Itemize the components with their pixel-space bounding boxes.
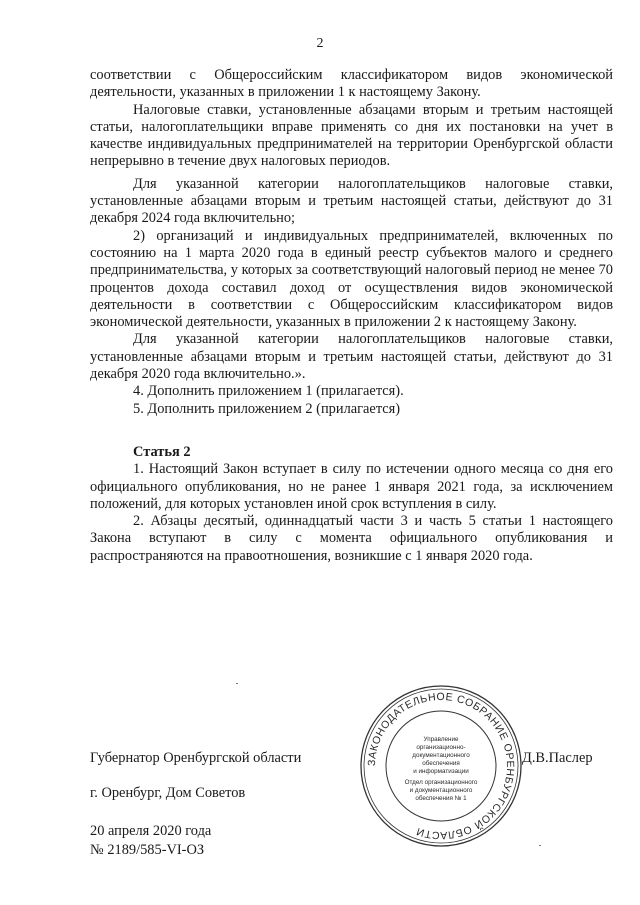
scan-speck — [236, 683, 238, 684]
seal-line: Отдел организационного — [404, 779, 478, 786]
seal-line: обеспечения № 1 — [415, 795, 467, 802]
paragraph: 2. Абзацы десятый, одиннадцатый части 3 и часть 5 статьи 1 настоящего Закона вступают в силу с момента официального опубликования и распространяются на правоотношения, возникшие с 1 января 2020 года. — [90, 513, 613, 564]
paragraph: Для указанной категории налогоплательщиков налоговые ставки, установленные абзацами вторым и третьим настоящей статьи, действуют до 31 декабря 2024 года включительно; — [90, 175, 613, 227]
scan-speck — [539, 845, 541, 846]
official-seal — [358, 683, 524, 849]
seal-line: и информатизации — [413, 768, 469, 775]
seal-ring-text: ЗАКОНОДАТЕЛЬНОЕ СОБРАНИЕ ОРЕНБУРГСКОЙ ОБЛАСТИ — [365, 690, 517, 842]
signing-place: г. Оренбург, Дом Советов — [90, 785, 246, 801]
paragraph: 2) организаций и индивидуальных предпринимателей, включенных по состоянию на 1 марта 2020 года в единый реестр субъектов малого и среднего предпринимательства, у которых за соответствующий налоговый период не менее 70 процентов дохода составил доход от осуществления видов экономической деятельности в соответствии с Общероссийским классификатором видов экономической деятельности, указанных в приложении 2 к настоящему Закону. — [90, 227, 613, 331]
signatory-name: Д.В.Паслер — [522, 750, 593, 766]
seal-line: обеспечения — [422, 760, 460, 767]
article-heading: Статья 2 — [133, 443, 191, 460]
paragraph: 4. Дополнить приложением 1 (прилагается). — [133, 383, 404, 400]
signatory-position: Губернатор Оренбургской области — [90, 750, 302, 766]
seal-line: и документационного — [409, 787, 473, 794]
seal-line: документационного — [412, 752, 470, 759]
paragraph: 5. Дополнить приложением 2 (прилагается) — [133, 400, 401, 417]
paragraph: Налоговые ставки, установленные абзацами вторым и третьим настоящей статьи, налогоплательщики вправе применять со дня их постановки на учет в качестве индивидуальных предпринимателей на территории Оренбургской области непрерывно в течение двух налоговых периодов. — [90, 101, 613, 170]
law-date: 20 апреля 2020 года — [90, 823, 212, 839]
page-number: 2 — [316, 36, 324, 51]
paragraph: 1. Настоящий Закон вступает в силу по истечении одного месяца со дня его официального опубликования, но не ранее 1 января 2021 года, за исключением положений, для которых установлен иной срок вступления в силу. — [90, 461, 613, 512]
law-number: № 2189/585-VI-ОЗ — [90, 842, 205, 858]
paragraph: Для указанной категории налогоплательщиков налоговые ставки, установленные абзацами вторым и третьим настоящей статьи, действуют до 31 декабря 2020 года включительно.». — [90, 331, 613, 383]
document-body — [90, 67, 613, 565]
paragraph: соответствии с Общероссийским классификатором видов экономической деятельности, указанных в приложении 1 к настоящему Закону. — [90, 67, 613, 101]
seal-line: организационно- — [416, 744, 466, 751]
seal-line: Управление — [423, 736, 459, 743]
